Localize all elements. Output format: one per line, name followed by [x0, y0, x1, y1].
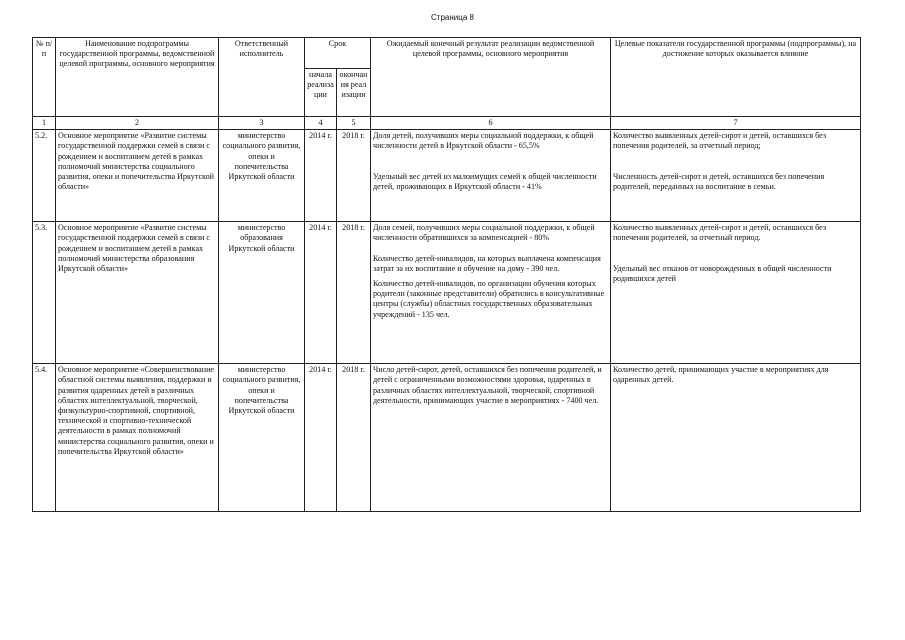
row-end: 2018 г. — [337, 222, 371, 364]
row-name: Основное мероприятие «Развитие системы государственной поддержки семей в связи с рождением и воспитанием детей в рамках полномочий министерства образования Иркутской области» — [56, 222, 219, 364]
row-executor: министерство образования Иркутской области — [219, 222, 305, 364]
result-text: Количество детей-инвалидов, на которых выплачена компенсация затрат за их воспитание и обучение на дому - 390 чел. — [373, 253, 601, 273]
col-index-2: 2 — [56, 117, 219, 130]
result-text: Доля детей, получивших меры социальной поддержки, к общей численности детей в Иркутской области - 65,5% — [373, 131, 594, 151]
col-index-4: 4 — [305, 117, 337, 130]
result-text: Удельный вес детей из малоимущих семей к общей численности детей, проживающих в Иркутской области - 41% — [373, 171, 597, 191]
row-indicators — [611, 222, 861, 364]
col-index-7: 7 — [611, 117, 861, 130]
row-num: 5.4. — [33, 364, 56, 512]
indicator-text: Количество выявленных детей-сирот и детей, оставшихся без попечения родителей, за отчетный период. — [613, 223, 827, 243]
indicator-text: Количество выявленных детей-сирот и детей, оставшихся без попечения родителей, за отчетный период; — [613, 131, 827, 151]
row-results — [371, 364, 611, 512]
header-term: Срок — [305, 38, 371, 69]
header-result: Ожидаемый конечный результат реализации ведомственной целевой программы, основного мероприятия — [371, 38, 611, 117]
header-name: Наименование подпрограммы государственной программы, ведомственной целевой программы, основного мероприятия — [56, 38, 219, 117]
row-start: 2014 г. — [305, 130, 337, 222]
col-index-3: 3 — [219, 117, 305, 130]
row-indicators — [611, 364, 861, 512]
indicator-text: Численность детей-сирот и детей, оставшихся без попечения родителей, переданных на воспитание в семьи. — [613, 171, 825, 191]
row-results — [371, 130, 611, 222]
row-executor: министерство социального развития, опеки и попечительства Иркутской области — [219, 130, 305, 222]
col-index-6: 6 — [371, 117, 611, 130]
header-executor: Ответственный исполнитель — [219, 38, 305, 117]
table-row — [33, 222, 861, 364]
row-num: 5.2. — [33, 130, 56, 222]
row-num: 5.3. — [33, 222, 56, 364]
indicator-text: Количество детей, принимающих участие в мероприятиях для одаренных детей. — [613, 365, 829, 385]
header-row-top — [33, 38, 861, 69]
row-end: 2018 г. — [337, 130, 371, 222]
page-number: Страница 8 — [431, 13, 474, 22]
header-num: № п/п — [33, 38, 56, 117]
header-term-start: начала реализации — [305, 69, 337, 117]
row-name: Основное мероприятие «Развитие системы государственной поддержки семей в связи с рождением и воспитанием детей в рамках полномочий министерства социального развития, опеки и попечительства Иркутской области» — [56, 130, 219, 222]
table-row — [33, 364, 861, 512]
header-term-end: окончания реализации — [337, 69, 371, 117]
table-row — [33, 130, 861, 222]
header-indicators: Целевые показатели государственной программы (подпрограммы), на достижение которых оказывается влияние — [611, 38, 861, 117]
row-start: 2014 г. — [305, 222, 337, 364]
program-table — [32, 37, 861, 512]
row-indicators — [611, 130, 861, 222]
row-results — [371, 222, 611, 364]
column-index-row — [33, 117, 861, 130]
indicator-text: Удельный вес отказов от новорожденных в общей численности родившихся детей — [613, 263, 832, 283]
row-end: 2018 г. — [337, 364, 371, 512]
row-start: 2014 г. — [305, 364, 337, 512]
row-executor: министерство социального развития, опеки и попечительства Иркутской области — [219, 364, 305, 512]
row-name: Основное мероприятие «Совершенствование областной системы выявления, поддержки и развития одаренных детей в различных областях интеллектуальной, творческой, физкультурно-спортивной, спортивной, технической и спортивно-технической деятельности в рамках полномочий министерства социального развития, опеки и попечительства Иркутской области» — [56, 364, 219, 512]
result-text: Число детей-сирот, детей, оставшихся без попечения родителей, и детей с ограниченными возможностями здоровья, одаренных в различных областях интеллектуальной, творческой, спортивной деятельности, принимающих участие в мероприятиях - 7400 чел. — [373, 365, 602, 405]
result-text: Доля семей, получивших меры социальной поддержки, к общей численности обратившихся за компенсацией - 80% — [373, 223, 595, 243]
col-index-5: 5 — [337, 117, 371, 130]
col-index-1: 1 — [33, 117, 56, 130]
result-text: Количество детей-инвалидов, по организации обучения которых родители (законные представители) обратились в консультативные центры (службы) областных государственных образовательных учреждений - 135 чел. — [373, 279, 605, 319]
